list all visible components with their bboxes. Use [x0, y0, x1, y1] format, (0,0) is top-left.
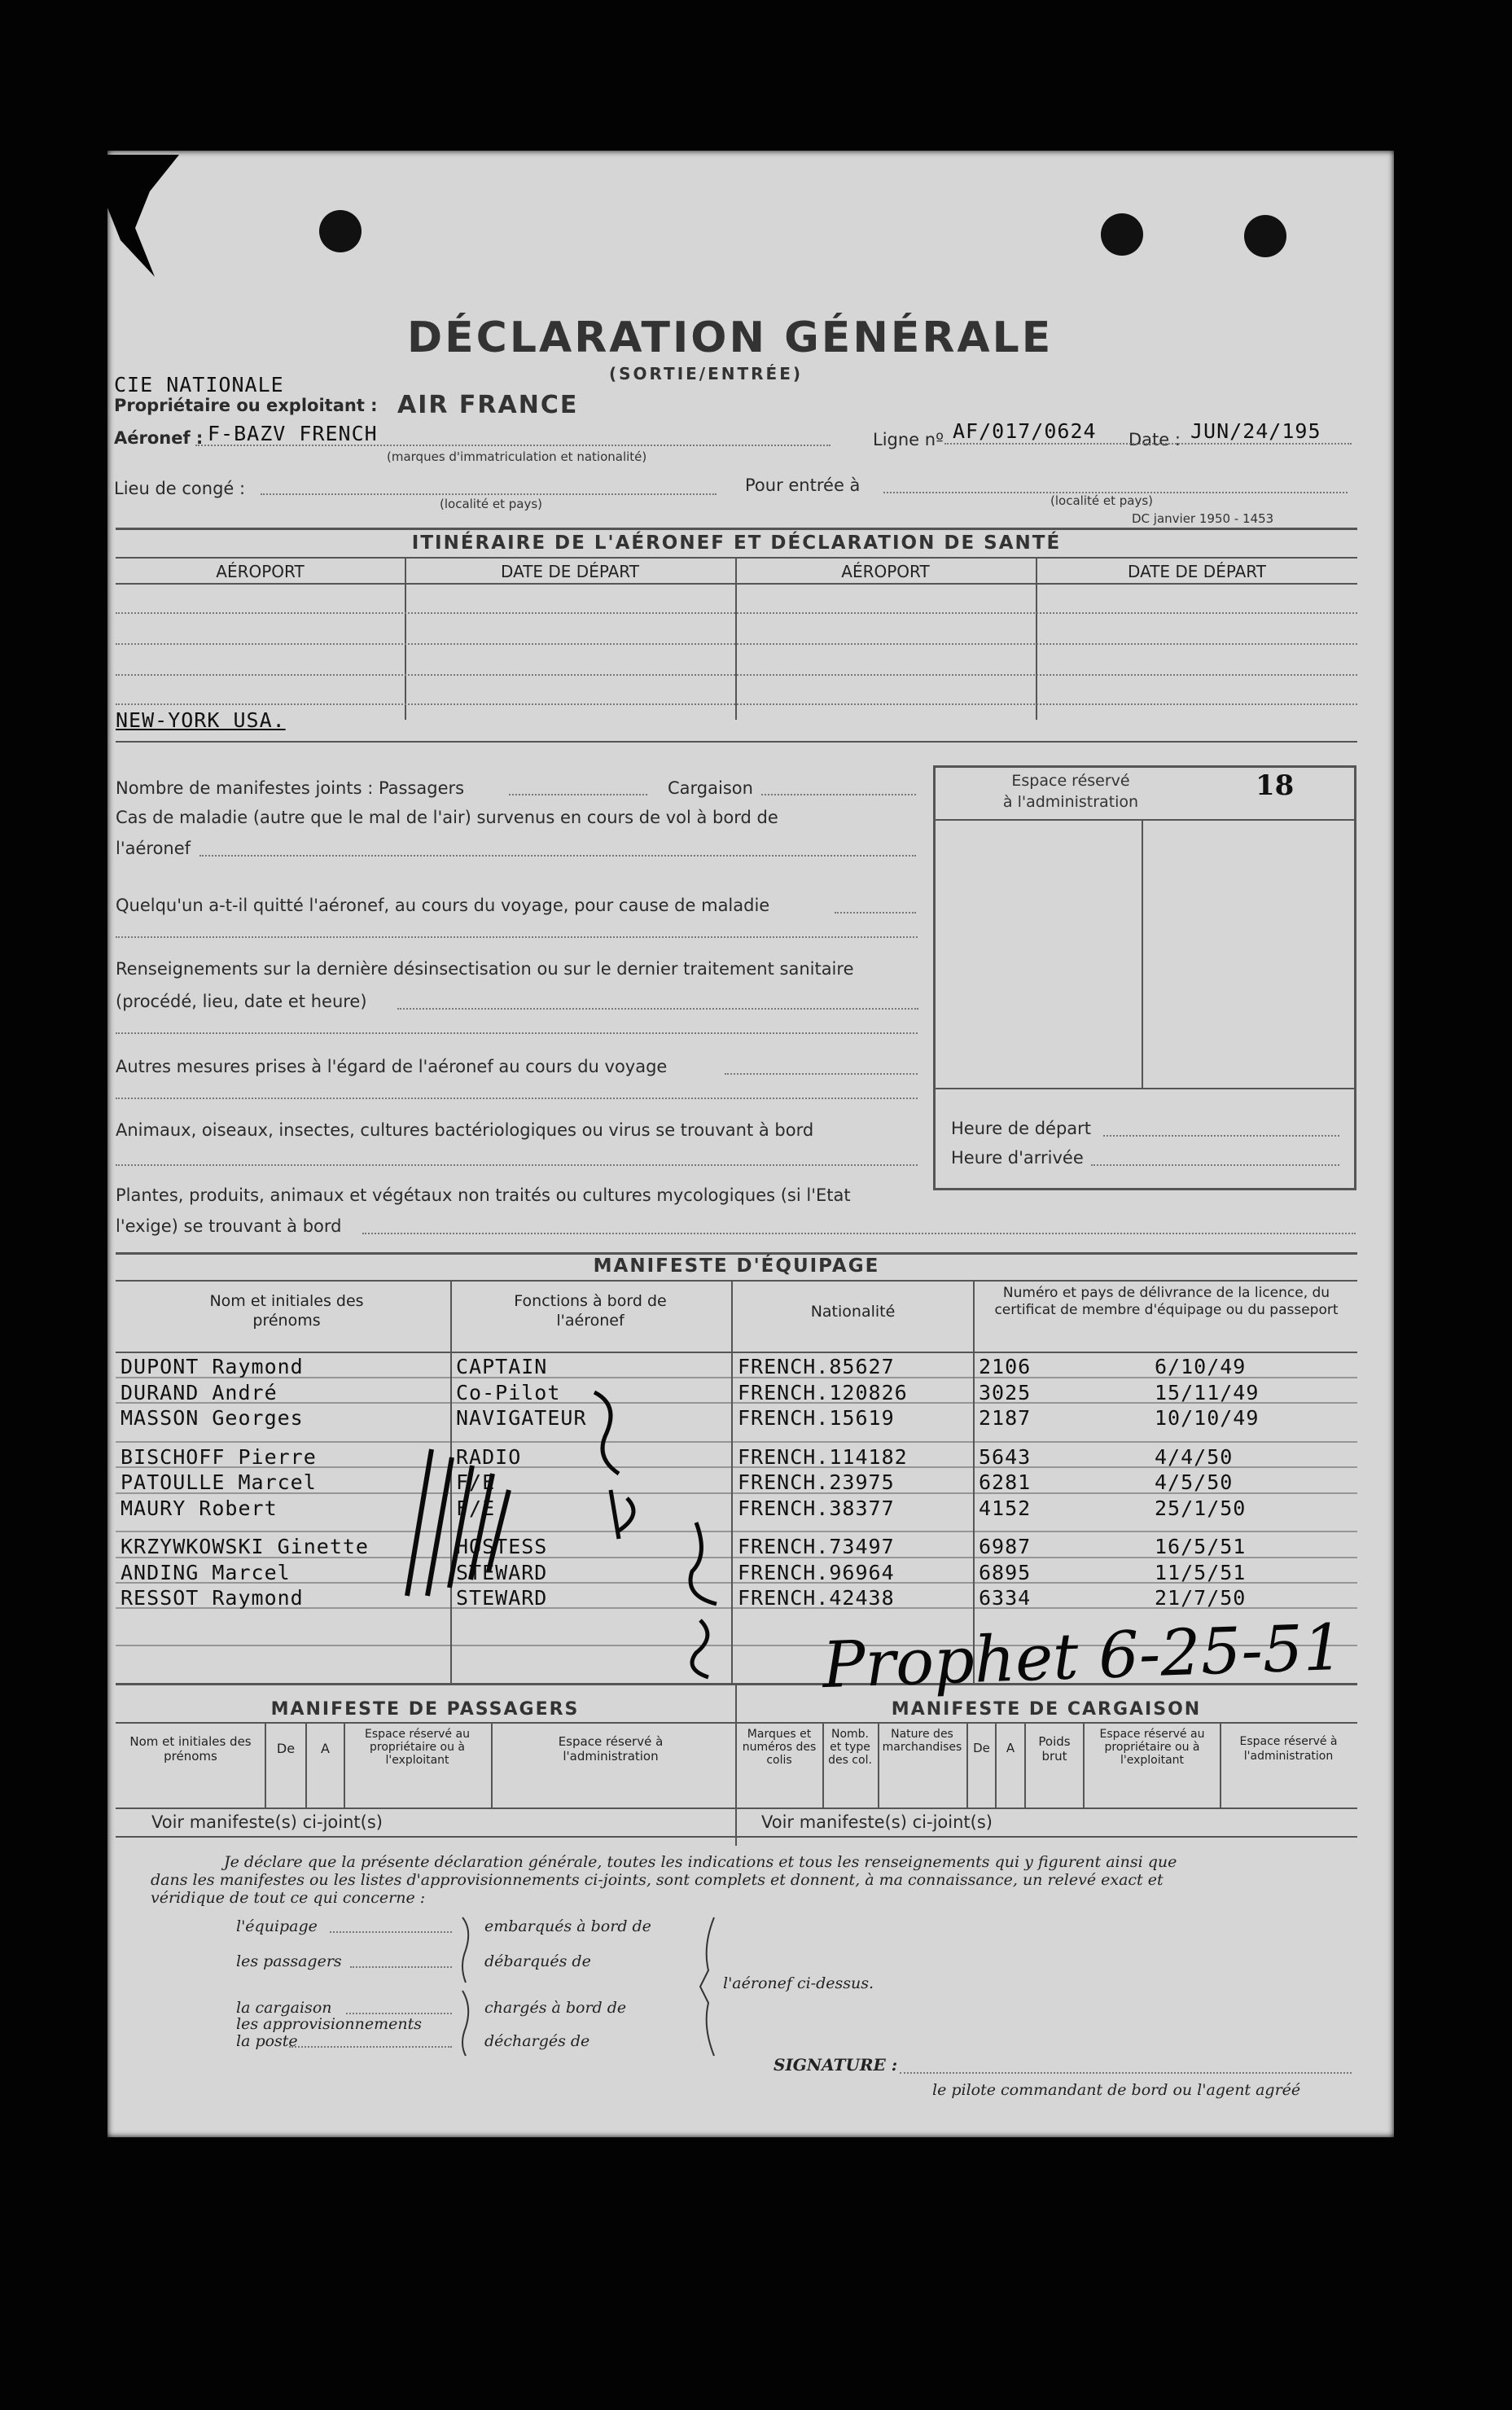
signatory-label: le pilote commandant de bord ou l'agent agréé: [932, 2081, 1301, 2099]
declaration-action-disembarked: débarqués de: [484, 1952, 591, 1970]
crew-license-date: 10/10/49: [1155, 1406, 1260, 1430]
form-subtitle: (SORTIE/ENTRÉE): [609, 364, 804, 383]
crew-col-nationality: Nationalité: [810, 1303, 896, 1321]
line-label: Ligne nº: [873, 430, 944, 449]
crew-license-date: 4/4/50: [1155, 1445, 1234, 1469]
crew-function: HOSTESS: [456, 1535, 548, 1558]
declaration-item-mail: la poste: [236, 2032, 298, 2050]
crew-name: MAURY Robert: [121, 1496, 278, 1520]
crew-name: DURAND André: [121, 1381, 278, 1404]
declaration-item-supplies: les approvisionnements: [236, 2015, 422, 2033]
cargo-col-admin: Espace réservé à l'administration: [1239, 1735, 1338, 1763]
passengers-col-owner: Espace réservé au propriétaire ou à l'exploitant: [365, 1728, 470, 1767]
handwritten-marks-icon: [375, 1327, 774, 1685]
crew-name: MASSON Georges: [121, 1406, 304, 1430]
declaration-action-loaded: chargés à bord de: [484, 1999, 627, 2017]
departure-place-note: (localité et pays): [440, 497, 542, 511]
crew-license-date: 21/7/50: [1155, 1586, 1247, 1610]
crew-nationality: FRENCH.15619: [738, 1406, 895, 1430]
passengers-title: MANIFESTE DE PASSAGERS: [270, 1699, 580, 1720]
question-plants-cont: l'exige) se trouvant à bord: [116, 1216, 342, 1236]
handwritten-signature-note: Prophet 6-25-51: [821, 1610, 1345, 1703]
question-animals: Animaux, oiseaux, insectes, cultures bactériologiques ou virus se trouvant à bord: [116, 1120, 814, 1140]
crew-nationality: FRENCH.120826: [738, 1381, 908, 1404]
itinerary-title: ITINÉRAIRE DE L'AÉRONEF ET DÉCLARATION DE SANTÉ: [411, 532, 1062, 554]
cargo-see-manifest: Voir manifeste(s) ci-joint(s): [761, 1812, 993, 1832]
cargo-col-to: A: [1006, 1741, 1015, 1755]
question-illness-cont: l'aéronef: [116, 839, 191, 858]
crew-nationality: FRENCH.114182: [738, 1445, 908, 1469]
crew-name: KRZYWKOWSKI Ginette: [121, 1535, 369, 1558]
crew-nationality: FRENCH.85627: [738, 1355, 895, 1378]
crew-license-number: 5643: [979, 1445, 1032, 1469]
question-other-measures: Autres mesures prises à l'égard de l'aéronef au cours du voyage: [116, 1057, 668, 1076]
crew-license-date: 4/5/50: [1155, 1470, 1234, 1494]
brace-left-icon: [456, 1913, 480, 2060]
punch-hole: [1101, 213, 1143, 256]
crew-license-number: 6334: [979, 1586, 1032, 1610]
declaration-item-cargo: la cargaison: [236, 1999, 332, 2017]
declaration-action-embarked: embarqués à bord de: [484, 1917, 651, 1935]
date-value: JUN/24/195: [1190, 419, 1321, 443]
form-reference: DC janvier 1950 - 1453: [1132, 511, 1274, 526]
entry-note: (localité et pays): [1050, 493, 1153, 508]
crew-license-number: 4152: [979, 1496, 1032, 1520]
crew-function: NAVIGATEUR: [456, 1406, 587, 1430]
crew-license-date: 6/10/49: [1155, 1355, 1247, 1378]
crew-name: PATOULLE Marcel: [121, 1470, 317, 1494]
declaration-line-2: dans les manifestes ou les listes d'approvisionnements ci-joints, sont complets et donnent, à ma connaissance, un relevé exact et: [151, 1871, 1164, 1889]
crew-name: DUPONT Raymond: [121, 1355, 304, 1378]
crew-function: STEWARD: [456, 1561, 548, 1584]
crew-nationality: FRENCH.38377: [738, 1496, 895, 1520]
declaration-line-3: véridique de tout ce qui concerne :: [151, 1889, 426, 1907]
punch-hole: [1244, 215, 1286, 257]
itinerary-col-date: DATE DE DÉPART: [501, 562, 639, 581]
aircraft-label: Aéronef :: [114, 428, 204, 448]
manifests-label: Nombre de manifestes joints : Passagers: [116, 778, 465, 798]
arrival-time-label: Heure d'arrivée: [951, 1148, 1084, 1168]
question-left-aircraft: Quelqu'un a-t-il quitté l'aéronef, au cours du voyage, pour cause de maladie: [116, 896, 770, 915]
question-illness: Cas de maladie (autre que le mal de l'air) survenus en cours de vol à bord de: [116, 808, 778, 827]
brace-right-icon: [696, 1913, 721, 2060]
declaration-line-1: Je déclare que la présente déclaration générale, toutes les indications et tous les renseignements qui y figurent ainsi que: [224, 1853, 1177, 1871]
crew-function: Co-Pilot: [456, 1381, 561, 1404]
crew-name: RESSOT Raymond: [121, 1586, 304, 1610]
passengers-see-manifest: Voir manifeste(s) ci-joint(s): [151, 1812, 383, 1832]
operator-typed: CIE NATIONALE: [114, 373, 284, 397]
punch-hole: [319, 210, 362, 252]
cargo-col-weight: Poids brut: [1038, 1734, 1071, 1764]
owner-label: Propriétaire ou exploitant :: [114, 396, 378, 415]
departure-place-label: Lieu de congé :: [114, 479, 246, 498]
declaration-action-unloaded: déchargés de: [484, 2032, 590, 2050]
crew-function: RADIO: [456, 1445, 522, 1469]
crew-name: BISCHOFF Pierre: [121, 1445, 317, 1469]
form-title: DÉCLARATION GÉNÉRALE: [407, 313, 1054, 362]
entry-label: Pour entrée à: [745, 475, 861, 495]
admin-number: 18: [1256, 769, 1295, 802]
passengers-col-name: Nom et initiales des prénoms: [129, 1734, 252, 1764]
crew-name: ANDING Marcel: [121, 1561, 291, 1584]
crew-nationality: FRENCH.42438: [738, 1586, 895, 1610]
crew-function: F/E: [456, 1470, 496, 1494]
cargo-col-from: De: [973, 1741, 990, 1755]
itinerary-col-airport: AÉROPORT: [216, 562, 305, 581]
crew-col-license: Numéro et pays de délivrance de la licence, du certificat de membre d'équipage ou du passeport: [994, 1285, 1339, 1318]
cargo-col-owner: Espace réservé au propriétaire ou à l'exploitant: [1099, 1728, 1205, 1767]
crew-title: MANIFESTE D'ÉQUIPAGE: [593, 1255, 880, 1277]
crew-license-number: 2106: [979, 1355, 1032, 1378]
cargo-col-nature: Nature des marchandises: [882, 1728, 962, 1754]
crew-license-date: 25/1/50: [1155, 1496, 1247, 1520]
crew-nationality: FRENCH.73497: [738, 1535, 895, 1558]
crew-license-date: 11/5/51: [1155, 1561, 1247, 1584]
crew-function: STEWARD: [456, 1586, 548, 1610]
crew-nationality: FRENCH.96964: [738, 1561, 895, 1584]
crew-license-number: 2187: [979, 1406, 1032, 1430]
itinerary-entry: NEW-YORK USA.: [116, 708, 286, 732]
question-disinsection-cont: (procédé, lieu, date et heure): [116, 992, 367, 1011]
crew-license-date: 16/5/51: [1155, 1535, 1247, 1558]
crew-license-number: 3025: [979, 1381, 1032, 1404]
declaration-item-passengers: les passagers: [236, 1952, 342, 1970]
crew-license-number: 6895: [979, 1561, 1032, 1584]
aircraft-note: (marques d'immatriculation et nationalité): [387, 449, 647, 464]
passengers-col-from: De: [276, 1741, 296, 1756]
itinerary-col-date-2: DATE DE DÉPART: [1128, 562, 1266, 581]
passengers-col-to: A: [321, 1741, 330, 1756]
crew-license-number: 6281: [979, 1470, 1032, 1494]
crew-license-date: 15/11/49: [1155, 1381, 1260, 1404]
crew-col-function: Fonctions à bord de l'aéronef: [514, 1292, 667, 1330]
line-value: AF/017/0624: [953, 419, 1097, 443]
date-label: Date :: [1129, 430, 1181, 449]
itinerary-col-airport-2: AÉROPORT: [841, 562, 930, 581]
crew-license-number: 6987: [979, 1535, 1032, 1558]
cargo-col-marks: Marques et numéros des colis: [742, 1728, 817, 1767]
crew-col-name: Nom et initiales des prénoms: [209, 1292, 364, 1330]
question-plants: Plantes, produits, animaux et végétaux non traités ou cultures mycologiques (si l'Etat: [116, 1185, 851, 1205]
aircraft-value: F-BAZV FRENCH: [208, 422, 378, 445]
cargo-label: Cargaison: [668, 778, 753, 798]
signature-label: SIGNATURE :: [774, 2055, 898, 2075]
crew-function: CAPTAIN: [456, 1355, 548, 1378]
admin-label-1: Espace réservé: [1011, 772, 1130, 790]
departure-time-label: Heure de départ: [951, 1119, 1092, 1138]
crew-nationality: FRENCH.23975: [738, 1470, 895, 1494]
crew-function: F/E: [456, 1496, 496, 1520]
declaration-item-crew: l'équipage: [236, 1917, 318, 1935]
passengers-col-admin: Espace réservé à l'administration: [558, 1734, 664, 1764]
cargo-col-count: Nomb. et type des col.: [828, 1728, 872, 1767]
question-disinsection: Renseignements sur la dernière désinsectisation ou sur le dernier traitement sanitaire: [116, 959, 854, 979]
admin-label-2: à l'administration: [1002, 793, 1139, 811]
declaration-aircraft-ref: l'aéronef ci-dessus.: [723, 1974, 874, 1992]
owner-value: AIR FRANCE: [397, 391, 579, 419]
cargo-title: MANIFESTE DE CARGAISON: [891, 1699, 1202, 1720]
